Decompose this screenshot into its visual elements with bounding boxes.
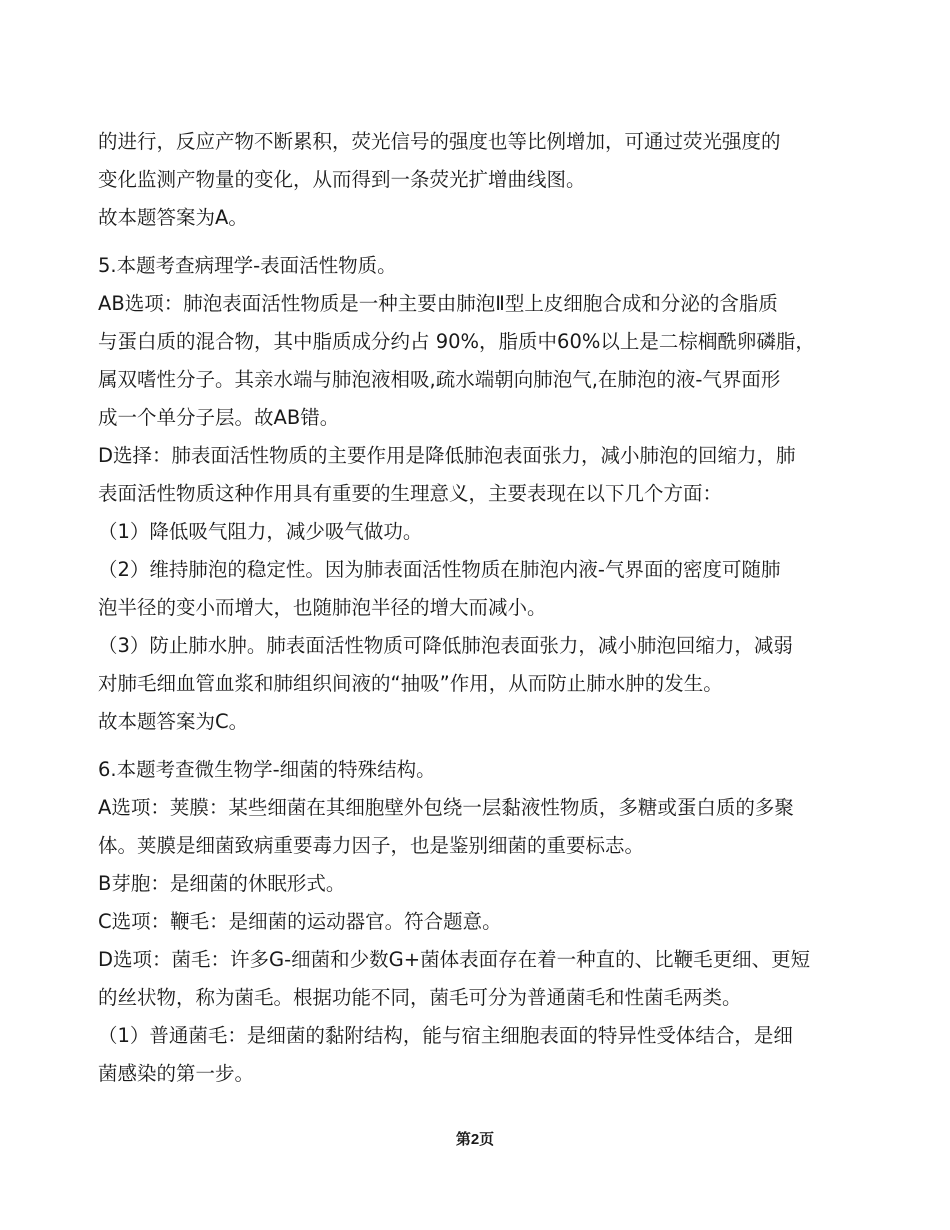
list-item: （3）防止肺水肿。肺表面活性物质可降低肺泡表面张力，减小肺泡回缩力，减弱 xyxy=(98,634,793,657)
text-line: 变化监测产物量的变化，从而得到一条荧光扩增曲线图。 xyxy=(98,168,586,191)
text-line: 泡半径的变小而增大，也随肺泡半径的增大而减小。 xyxy=(98,596,547,619)
list-item: （1）降低吸气阻力，减少吸气做功。 xyxy=(98,520,423,543)
text-line: AB选项：肺泡表面活性物质是一种主要由肺泡Ⅱ型上皮细胞合成和分泌的含脂质 xyxy=(98,292,778,315)
section-heading: 6.本题考查微生物学-细菌的特殊结构。 xyxy=(98,758,436,781)
document-body xyxy=(98,128,873,1088)
text-line: 故本题答案为A。 xyxy=(98,206,248,229)
text-line: 体。荚膜是细菌致病重要毒力因子，也是鉴别细菌的重要标志。 xyxy=(98,834,645,857)
list-item: （1）普通菌毛：是细菌的黏附结构，能与宿主细胞表面的特异性受体结合，是细 xyxy=(98,1024,793,1047)
page-number: 第2页 xyxy=(455,1131,495,1148)
text-line: 的进行，反应产物不断累积，荧光信号的强度也等比例增加，可通过荧光强度的 xyxy=(98,130,781,153)
text-line: 属双嗜性分子。其亲水端与肺泡液相吸,疏水端朝向肺泡气,在肺泡的液-气界面形 xyxy=(98,368,781,391)
text-line: B芽胞：是细菌的休眠形式。 xyxy=(98,872,346,895)
text-line: 对肺毛细血管血浆和肺组织间液的“抽吸”作用，从而防止肺水肿的发生。 xyxy=(98,672,723,695)
text-line: C选项：鞭毛：是细菌的运动器官。符合题意。 xyxy=(98,910,502,933)
text-line: D选项：菌毛：许多G-细菌和少数G+菌体表面存在着一种直的、比鞭毛更细、更短 xyxy=(98,948,811,971)
text-line: 与蛋白质的混合物，其中脂质成分约占 90%，脂质中60%以上是二棕榈酰卵磷脂， xyxy=(98,330,815,353)
text-line: 故本题答案为C。 xyxy=(98,710,249,733)
section-heading: 5.本题考查病理学-表面活性物质。 xyxy=(98,254,397,277)
text-line: 表面活性物质这种作用具有重要的生理意义，主要表现在以下几个方面： xyxy=(98,482,723,505)
text-line: 的丝状物，称为菌毛。根据功能不同，菌毛可分为普通菌毛和性菌毛两类。 xyxy=(98,986,742,1009)
list-item: （2）维持肺泡的稳定性。因为肺表面活性物质在肺泡内液-气界面的密度可随肺 xyxy=(98,558,781,581)
text-line: A选项：荚膜：某些细菌在其细胞壁外包绕一层黏液性物质，多糖或蛋白质的多聚 xyxy=(98,796,794,819)
text-line: 菌感染的第一步。 xyxy=(98,1062,255,1085)
text-line: 成一个单分子层。故AB错。 xyxy=(98,406,340,429)
text-line: D选择：肺表面活性物质的主要作用是降低肺泡表面张力，减小肺泡的回缩力，肺 xyxy=(98,444,796,467)
